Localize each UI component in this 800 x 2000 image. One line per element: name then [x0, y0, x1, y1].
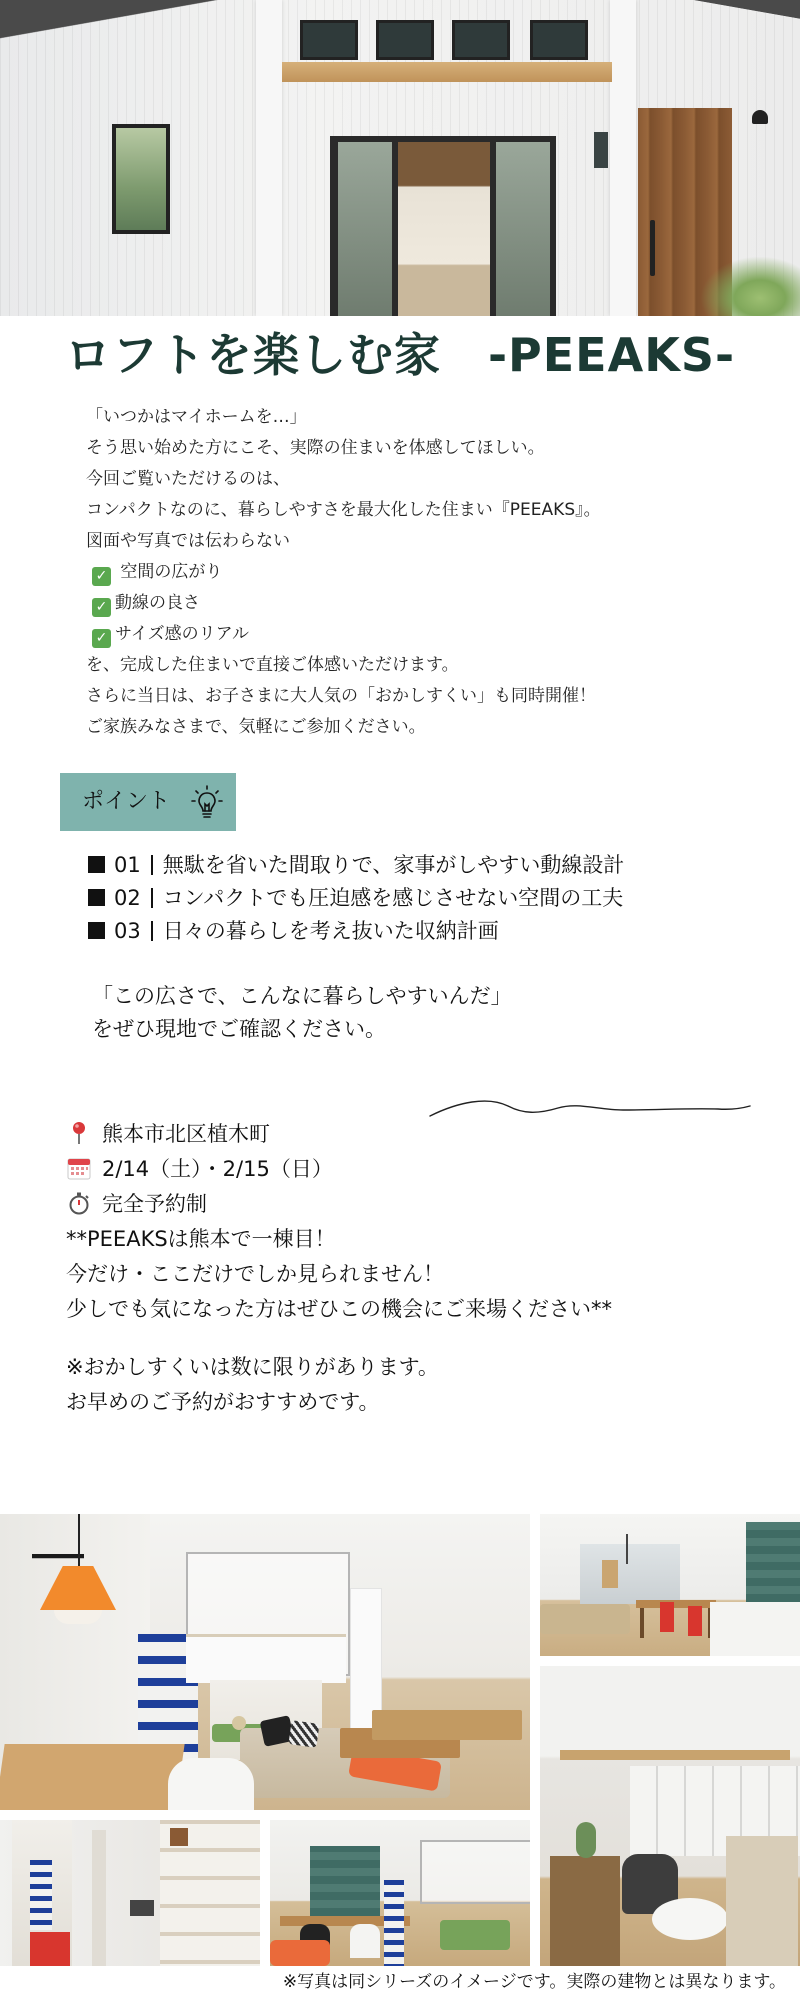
interior-photo-shelves — [0, 1820, 260, 1966]
upper-window — [300, 20, 358, 60]
check-item — [86, 588, 776, 619]
square-bullet-icon — [88, 889, 105, 906]
point-text: 無駄を省いた間取りで、家事がしやすい動線設計 — [162, 853, 625, 877]
event-note: ※おかしすくいは数に限りがあります。 — [66, 1355, 439, 1379]
photo-caption: ※写真は同シリーズのイメージです。実際の建物とは異なります。 — [282, 1972, 786, 1992]
quote-line: をぜひ現地でご確認ください。 — [92, 1017, 386, 1041]
points-list — [88, 849, 788, 948]
point-text: 日々の暮らしを考え抜いた収納計画 — [162, 919, 499, 943]
divider — [151, 855, 153, 875]
door-handle — [650, 220, 655, 276]
upper-window — [452, 20, 510, 60]
side-window — [112, 124, 170, 234]
list-item — [88, 882, 788, 915]
intro-line: 今回ご覧いただけるのは、 — [86, 469, 290, 489]
point-badge-label: ポイント — [82, 789, 171, 814]
dining-table — [0, 1744, 185, 1810]
event-reservation — [66, 1187, 786, 1222]
point-badge — [60, 773, 236, 831]
event-info — [66, 1117, 786, 1420]
point-text: コンパクトでも圧迫感を感じさせない空間の工夫 — [162, 886, 624, 910]
check-item — [86, 557, 776, 588]
hero-exterior-photo — [0, 0, 800, 316]
divider — [151, 888, 153, 908]
event-note: 今だけ・ここだけでしか見られません！ — [66, 1262, 444, 1286]
glass-door-right — [496, 142, 550, 316]
check-mark-icon: ✓ — [92, 567, 111, 586]
stopwatch-icon — [66, 1191, 92, 1215]
calendar-icon — [66, 1156, 92, 1180]
event-dates — [66, 1152, 786, 1187]
event-location-text: 熊本市北区植木町 — [102, 1122, 270, 1146]
intro-line: コンパクトなのに、暮らしやすさを最大化した住まい『PEEAKS』。 — [86, 500, 601, 520]
glass-door-left — [338, 142, 392, 316]
check-mark-icon: ✓ — [92, 629, 111, 648]
point-number: 01 — [114, 853, 141, 877]
light-bulb-icon — [190, 784, 224, 820]
square-bullet-icon — [88, 856, 105, 873]
upper-window — [530, 20, 588, 60]
page-title: ロフトを楽しむ家 -PEEAKS- — [64, 328, 736, 382]
check-item-label: 空間の広がり — [115, 562, 223, 582]
wall-lamp-icon — [752, 110, 768, 124]
upper-window — [376, 20, 434, 60]
check-item — [86, 619, 776, 650]
interior-photo-lounge — [540, 1666, 800, 1966]
wood-beam — [282, 62, 612, 82]
intro-line: さらに当日は、お子さまに大人気の「おかしすくい」も同時開催！ — [86, 686, 596, 706]
map-pin-icon — [66, 1121, 92, 1145]
event-location — [66, 1117, 786, 1152]
interior-photo-kitchen-loft — [270, 1820, 530, 1966]
check-item-label: 動線の良さ — [115, 593, 200, 613]
check-item-label: サイズ感のリアル — [115, 624, 249, 644]
point-number: 02 — [114, 886, 141, 910]
intro-line: 図面や写真では伝わらない — [86, 531, 290, 551]
point-number: 03 — [114, 919, 141, 943]
event-reservation-text: 完全予約制 — [102, 1192, 207, 1216]
intro-line: を、完成した住まいで直接ご体感いただけます。 — [86, 655, 459, 675]
event-dates-text: 2/14（土）・2/15（日） — [102, 1157, 333, 1181]
interior-photo-dining — [540, 1514, 800, 1656]
intro-line: 「いつかはマイホームを…」 — [86, 407, 307, 427]
interior-view — [398, 142, 490, 316]
spacer — [66, 1327, 786, 1350]
quote-block — [92, 980, 692, 1046]
narrow-window — [594, 132, 608, 168]
intro-text — [86, 402, 776, 743]
check-mark-icon: ✓ — [92, 598, 111, 617]
quote-line: 「この広さで、こんなに暮らしやすいんだ」 — [92, 984, 512, 1008]
wall-pillar — [256, 0, 282, 316]
list-item — [88, 849, 788, 882]
list-item — [88, 915, 788, 948]
plant — [700, 256, 800, 316]
ceiling-beam — [560, 1750, 790, 1760]
event-note: お早めのご予約がおすすめです。 — [66, 1390, 380, 1414]
wall-pillar — [610, 0, 636, 316]
event-note: **PEEAKSは熊本で一棟目！ — [66, 1227, 336, 1251]
divider — [151, 921, 153, 941]
square-bullet-icon — [88, 922, 105, 939]
interior-photo-loft-living — [0, 1514, 530, 1810]
roof-right — [680, 0, 800, 20]
roof-left — [0, 0, 250, 40]
intro-line: ご家族みなさまで、気軽にご参加ください。 — [86, 717, 426, 737]
intro-line: そう思い始めた方にこそ、実際の住まいを体感してほしい。 — [86, 438, 545, 458]
event-note: 少しでも気になった方はぜひこの機会にご来場ください** — [66, 1297, 612, 1321]
